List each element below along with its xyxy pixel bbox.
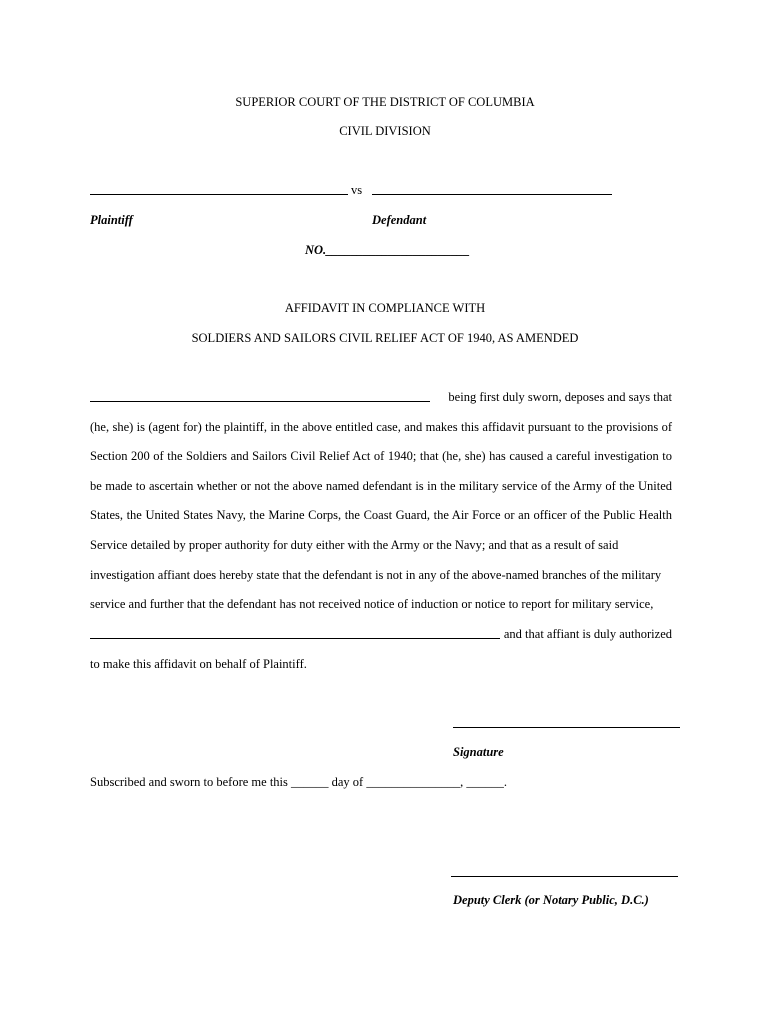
affidavit-title-line2: SOLDIERS AND SAILORS CIVIL RELIEF ACT OF 1940, AS AMENDED xyxy=(191,331,579,345)
body-line-3: Section 200 of the Soldiers and Sailors Civil Relief Act of 1940; that (he, she) has caused a careful investigation to xyxy=(90,449,672,463)
body-line-4: be made to ascertain whether or not the above named defendant is in the military service of the Army of the United xyxy=(90,479,672,493)
body-line-5: States, the United States Navy, the Marine Corps, the Coast Guard, the Air Force or an officer of the Public Health xyxy=(90,508,672,522)
body-line-10: to make this affidavit on behalf of Plaintiff. xyxy=(90,657,307,671)
plaintiff-name-blank[interactable] xyxy=(90,194,348,195)
affidavit-title-line1: AFFIDAVIT IN COMPLIANCE WITH xyxy=(284,301,486,315)
service-details-blank[interactable] xyxy=(90,626,500,639)
signature-label: Signature xyxy=(453,745,504,759)
defendant-name-blank[interactable] xyxy=(372,194,612,195)
body-line-2: (he, she) is (agent for) the plaintiff, in the above entitled case, and makes this affidavit pursuant to the provisions of xyxy=(90,420,672,434)
body-line-9-text: and that affiant is duly authorized xyxy=(503,627,672,641)
body-line-7: investigation affiant does hereby state that the defendant is not in any of the above-named branches of the military xyxy=(90,568,662,582)
body-line-1-text: being first duly sworn, deposes and says that xyxy=(448,390,672,404)
signature-line[interactable] xyxy=(453,727,680,728)
clerk-signature-line[interactable] xyxy=(451,876,678,877)
body-line-6: Service detailed by proper authority for duty either with the Army or the Navy; and that as a result of said xyxy=(90,538,619,552)
body-line-8: service and further that the defendant has not received notice of induction or notice to report for military service, xyxy=(90,597,654,611)
affiant-name-blank[interactable] xyxy=(90,389,430,402)
court-name: SUPERIOR COURT OF THE DISTRICT OF COLUMBIA xyxy=(235,95,535,109)
case-number-field[interactable]: NO._______________________ xyxy=(305,243,470,257)
jurat-text: Subscribed and sworn to before me this ______ day of _______________, ______. xyxy=(90,775,507,789)
body-line-9 xyxy=(90,626,672,642)
division-name: CIVIL DIVISION xyxy=(339,124,431,138)
plaintiff-label: Plaintiff xyxy=(90,213,133,227)
affiant-name-line xyxy=(90,389,672,405)
clerk-label: Deputy Clerk (or Notary Public, D.C.) xyxy=(453,893,649,907)
defendant-label: Defendant xyxy=(372,213,427,227)
vs-label: vs xyxy=(351,183,363,197)
